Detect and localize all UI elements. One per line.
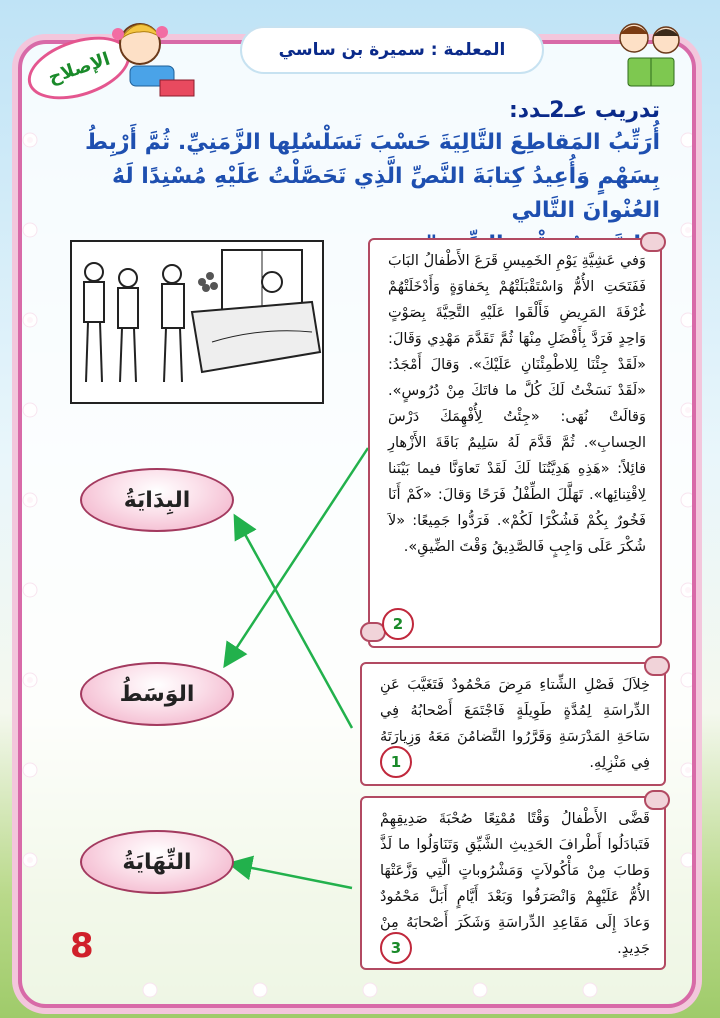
label-end: النِّهَايَةُ [80,830,234,894]
paragraph-3-text: قَضَّى الأَطْفالُ وَقْتًا مُمْتِعًا صُحْبَةَ صَدِيقِهِمْ فَتَبادَلُوا أَطْرافَ الحَدِيثِ الشَّيِّقِ وَتَنَاوَلُوا ما لَذَّ وَطابَ مِنْ مَأْكُولاَتٍ وَمَشْرُوباتٍ الَّتِي وَزَّعَتْهَا الأُمُّ عَلَيْهِمْ وَانْصَرَفُوا وَبَعْدَ أَيَّامٍ أَبَلَّ مَحْمُودٌ وَعادَ إِلَى مَقَاعِدِ الدِّراسَةِ وَشَكَرَ أَصْحابَهُ مِنْ جَدِيدٍ. [380,811,650,957]
girl-reading-illustration [100,10,210,110]
page-number: 8 [70,926,94,966]
scroll-curl [640,232,666,252]
correction-badge: الإصلاح [20,25,138,111]
instruction-line: وَأُعِيدُ كِتابَةَ النَّصِّ الَّذِي تَحَصَّلْتُ عَلَيْهِ مُسْنِدًا لَهُ العُنْوانَ التَّالي [112,164,660,223]
label-middle: الوَسَطُ [80,662,234,726]
paragraph-1-number: 1 [380,746,412,778]
exercise-title: تدريب عـ2ـدد: [508,98,660,123]
paragraph-3-scroll [360,796,666,970]
kids-reading-illustration [600,14,700,94]
paragraph-2-scroll [368,238,662,648]
paragraph-3-number: 3 [380,932,412,964]
label-beginning: البِدَايَةُ [80,468,234,532]
instruction-line: أُرَتِّبُ المَقاطِعَ التَّالِيَةَ حَسْبَ تَسَلْسُلِها الزَّمَنِيِّ. ثُمَّ أَرْبِطُ بِسَهْمٍ [85,130,660,189]
paragraph-1-text: خِلاَلَ فَصْلِ الشِّتاءِ مَرِضَ مَحْمُودٌ فَتَغَيَّبَ عَنِ الدِّراسَةِ لِمُدَّةٍ طَوِيلَةٍ فَاجْتَمَعَ أَصْحابُهُ فِي سَاحَةِ المَدْرَسَةِ وَقَرَّرُوا التَّضامُنَ مَعَهُ وَزِيارَتَهُ فِي مَنْزِلِهِ. [380,677,650,771]
scroll-curl [644,790,670,810]
paragraph-1-scroll [360,662,666,786]
paragraph-2-text: وَفي عَشِيَّةِ يَوْمِ الخَمِيسِ قَرَعَ الأَطْفالُ البَابَ فَفَتَحَتِ الأُمُّ وَاسْتَقْبَلَتْهُمْ بِحَفاوَةٍ وَأَدْخَلَتْهُمْ غُرْفَةَ المَرِيضِ فَأَلْقَوا عَلَيْهِ التَّحِيَّةَ بِصَوْتٍ وَاحِدٍ فَرَدَّ بِأَفْضَلِ مِنْهَا ثُمَّ تَقَدَّمَ مَهْدِي وَقَالَ: «لَقَدْ جِئْنَا لِلاطْمِئْنَانِ عَلَيْكَ». وَقالَ أَمْجَدُ: «لَقَدْ نَسَخْتُ لَكَ كُلَّ ما فاتَكَ مِنْ دُرُوسٍ». وَقالَتْ نُهَى: «جِئْتُ لِأُفْهِمَكَ دَرْسَ الحِسابِ». ثُمَّ قَدَّمَ لَهُ سَلِيمٌ بَاقَةَ الأَزْهارِ قائِلاً: «هَذِهِ هَدِيَّتُنَا لَكَ لَقَدْ تَعاوَنَّا فيما بَيْنَنا لِاقْتِنائِها». تَهَلَّلَ الطِّفْلُ فَرَحًا وَقالَ: «كَمْ أَنَا فَخُورٌ بِكُمْ فَشُكْرًا لَكُمْ». فَرَدُّوا جَمِيعًا: «لاَ شُكْرَ عَلَى وَاجِبٍ فَالصَّدِيقُ وَقْتَ الضِّيقِ». [388,253,646,555]
paragraph-2-number: 2 [382,608,414,640]
scroll-curl [644,656,670,676]
hospital-visit-illustration [70,240,324,404]
teacher-name-header: المعلمة : سميرة بن ساسي [240,26,544,74]
